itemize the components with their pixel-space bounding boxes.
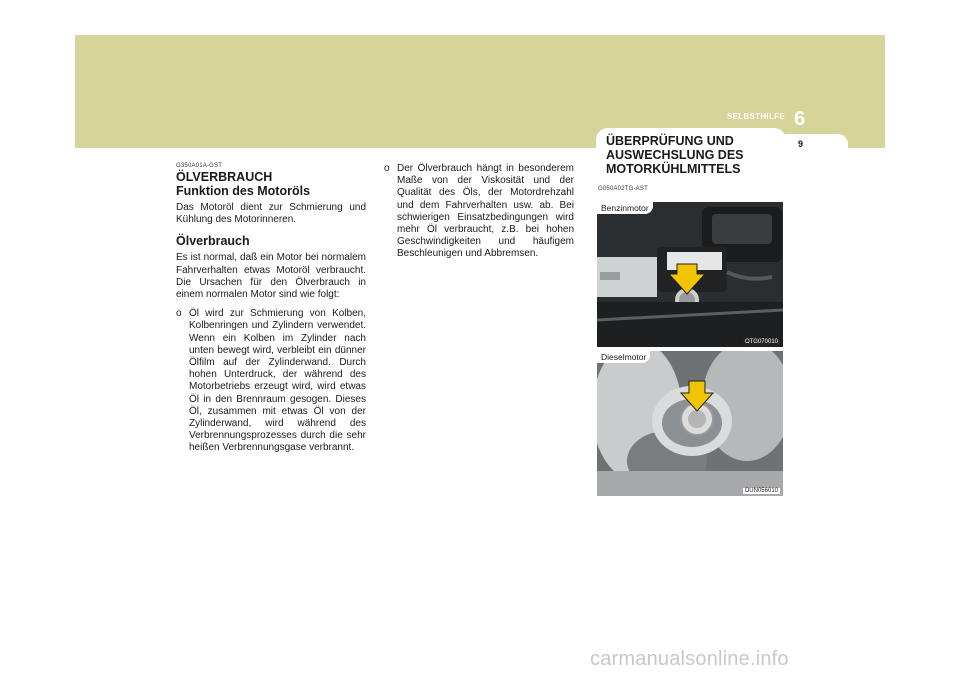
chapter-number: 6 (794, 108, 806, 130)
bullet-item (384, 163, 574, 261)
main-heading: ÖLVERBRAUCH (176, 170, 273, 184)
photo-code: OTG070010 (744, 339, 778, 345)
bullet-item (176, 308, 366, 454)
engine-bay-illustration (597, 202, 783, 347)
reference-code: G350A01A-GST (176, 163, 223, 169)
middle-column (384, 163, 574, 261)
consumption-paragraph: Es ist normal, daß ein Motor bei normalem Fahrverhalten etwas Motoröl verbraucht. Die Ursachen für den Ölverbrauch in einem normalen Motor sind wie folgt: (176, 252, 366, 301)
left-column (176, 163, 366, 455)
page-number: 9 (798, 139, 804, 149)
bullet-mark: o (384, 163, 390, 174)
photo-label: Dieselmotor (597, 351, 650, 363)
intro-paragraph: Das Motoröl dient zur Schmierung und Kühlung des Motorinneren. (176, 202, 366, 226)
bullet-text: Öl wird zur Schmierung von Kolben, Kolbenringen und Zylindern verwendet. Wenn ein Kolben im Zylinder nach unten bewegt wird, verbleibt ein dünner Ölfilm auf der Zylinderwand. Durch hohen Unterdruck, der während des Motorbetriebs erzeugt wird, wird etwas Öl in den Brennraum gesogen. Dieses Öl, zusammen mit etwas Öl von der Zylinderwand, wird während des Verbrennungsprozesses durch die sehr heißen Verbrennungsgase verbrannt. (189, 308, 366, 454)
photo-code: OUN056010 (744, 488, 778, 494)
heading-oil-consumption: Ölverbrauch (176, 234, 250, 249)
bullet-mark: o (176, 308, 182, 320)
section-label: SELBSTHILFE (727, 112, 785, 121)
watermark: carmanualsonline.info (590, 648, 789, 670)
page-number-tab (778, 134, 848, 152)
photo-diesel-engine (597, 351, 783, 496)
photo-label: Benzinmotor (597, 202, 653, 214)
photo-gasoline-engine (597, 202, 783, 347)
diesel-engine-illustration (597, 351, 783, 496)
section-title: ÜBERPRÜFUNG UND AUSWECHSLUNG DES MOTORKÜHLMITTELS (606, 134, 744, 176)
sub-heading: Funktion des Motoröls (176, 184, 311, 198)
bullet-text: Der Ölverbrauch hängt in besonderem Maße von der Viskosität und der Qualität des Öls, der Motordrehzahl und dem Fahrverhalten usw. ab. Bei schwierigen Einsatzbedingungen wird mehr Öl verbraucht, z.B. bei hohen Geschwindigkeiten und häufigem Beschleunigen und Abbremsen. (397, 163, 574, 260)
reference-code-right: G050A02TG-AST (598, 186, 648, 192)
